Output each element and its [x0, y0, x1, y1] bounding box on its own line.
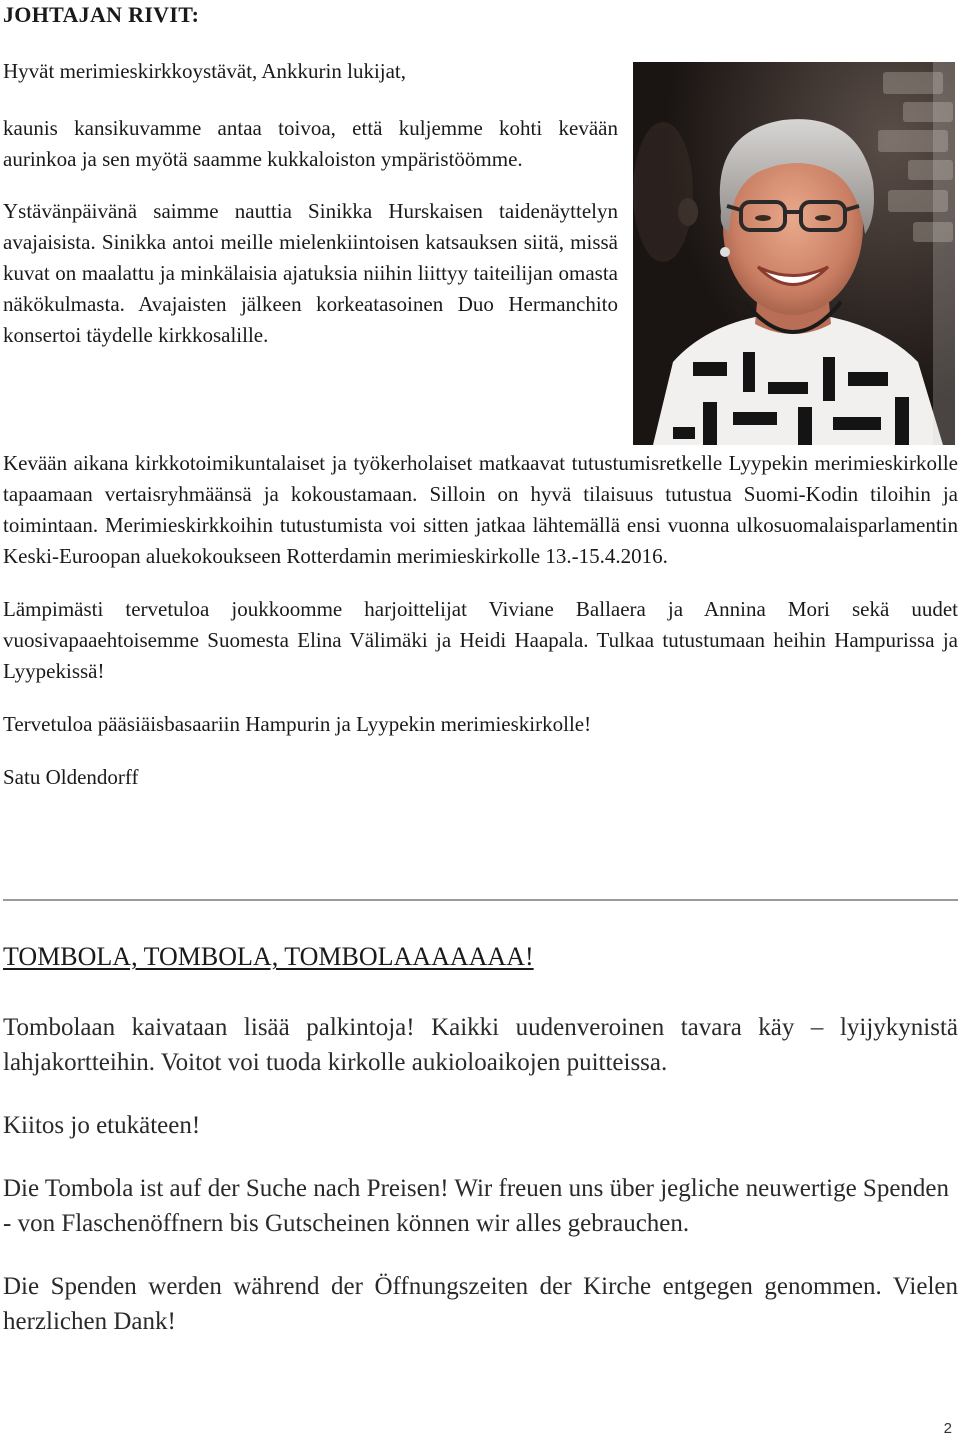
paragraph-spring: kaunis kansikuvamme antaa toivoa, että kuljemme kohti kevään aurinkoa ja sen myötä saamme kukkaloiston ympäristöömme. [3, 116, 618, 171]
intro-column [3, 56, 618, 372]
paragraph-exhibition: Ystävänpäivänä saimme nauttia Sinikka Hurskaisen taidenäyttelyn avajaisista. Sinikka antoi meille mielenkiintoisen katsauksen siitä, missä kuvat on maalattu ja minkälaisia ajatuksia niihin liittyy taiteilijan omasta näkökulmasta. Avajaisten jälkeen korkeatasoinen Duo Hermanchito konsertoi täydelle kirkkosalille. [3, 199, 618, 347]
portrait-photo [633, 62, 955, 445]
signature: Satu Oldendorff [3, 765, 139, 789]
tombola-body [3, 1010, 958, 1367]
tombola-fi-paragraph: Tombolaan kaivataan lisää palkintoja! Kaikki uudenveroinen tavara käy – lyijykynistä lahjakortteihin. Voitot voi tuoda kirkolle aukioloaikojen puitteissa. [3, 1014, 958, 1076]
tombola-de-thanks: Die Spenden werden während der Öffnungszeiten der Kirche entgegen genommen. Vielen herzlichen Dank! [3, 1273, 958, 1335]
greeting-line: Hyvät merimieskirkkoystävät, Ankkurin lukijat, [3, 59, 407, 83]
paragraph-bazaar: Tervetuloa pääsiäisbasaariin Hampurin ja Lyypekin merimieskirkolle! [3, 712, 592, 736]
page-number: 2 [943, 1420, 952, 1437]
tombola-de-paragraph: Die Tombola ist auf der Suche nach Preisen! Wir freuen uns über jegliche neuwertige Spenden - von Flaschenöffnern bis Gutscheinen können wir alles gebrauchen. [3, 1175, 950, 1237]
portrait-photo-illustration [633, 62, 955, 445]
tombola-title: TOMBOLA, TOMBOLA, TOMBOLAAAAAAA! [3, 942, 534, 971]
paragraph-welcome: Lämpimästi tervetuloa joukkoomme harjoittelijat Viviane Ballaera ja Annina Mori sekä uudet vuosivapaaehtoisemme Suomesta Elina Välimäki ja Heidi Haapala. Tulkaa tutustumaan heihin Hampurissa ja Lyypekissä! [3, 597, 958, 683]
full-width-column [3, 448, 958, 815]
tombola-fi-thanks: Kiitos jo etukäteen! [3, 1112, 201, 1139]
section-heading: JOHTAJAN RIVIT: [3, 2, 200, 27]
section-divider [3, 899, 958, 901]
paragraph-trip: Kevään aikana kirkkotoimikuntalaiset ja työkerholaiset matkaavat tutustumisretkelle Lyypekin merimieskirkolle tapaamaan vertaisryhmäänsä ja kokoustamaan. Silloin on hyvä tilaisuus tutustua Suomi-Kodin tiloihin ja toimintaan. Merimieskirkkoihin tutustumista voi sitten jatkaa lähtemällä ensi vuonna ulkosuomalaisparlamentin Keski-Euroopan aluekokoukseen Rotterdamin merimieskirkolle 13.-15.4.2016. [3, 451, 958, 568]
